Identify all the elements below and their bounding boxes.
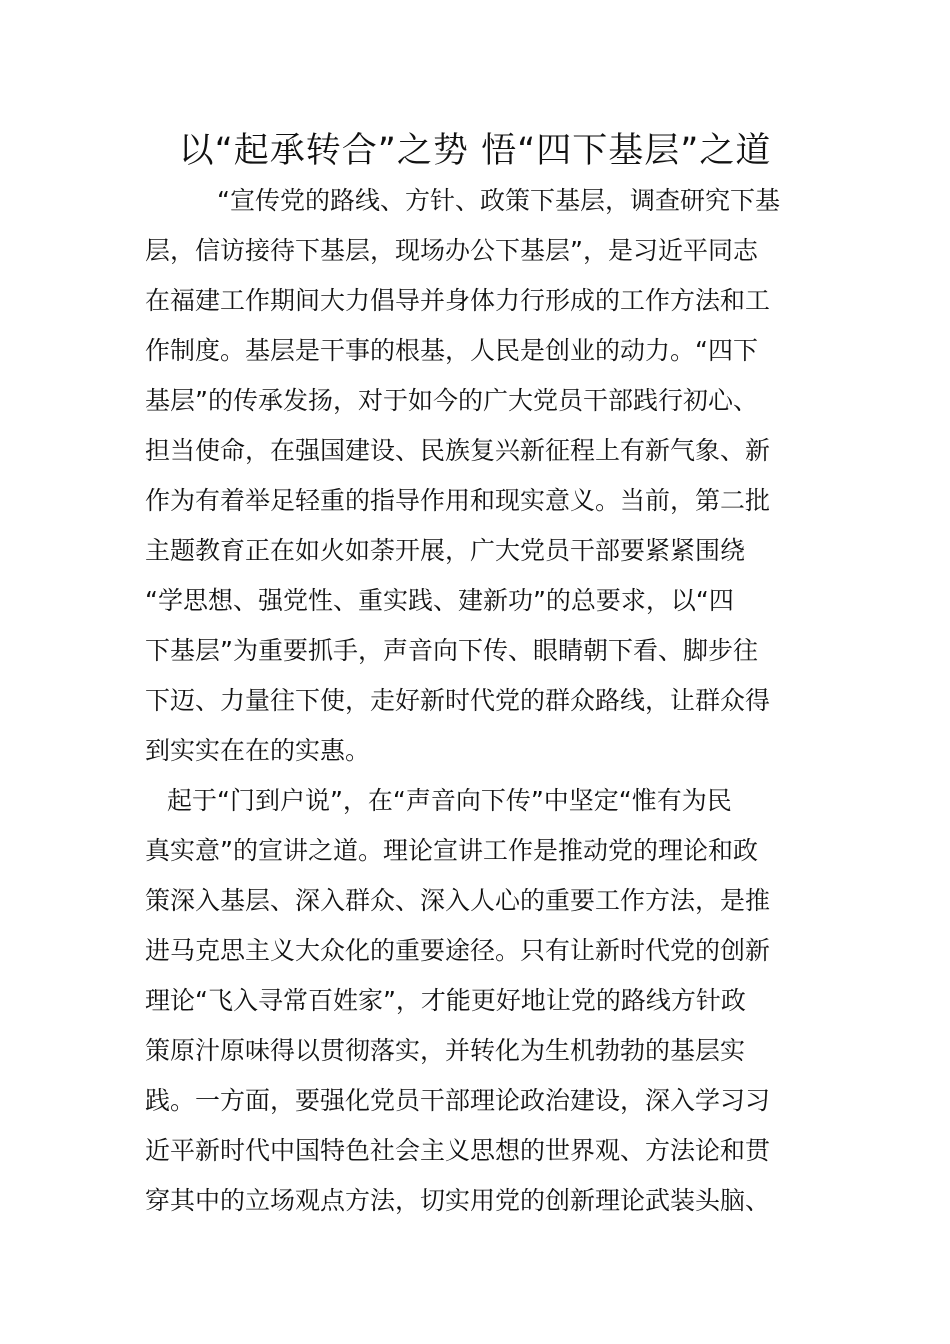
paragraph-line: 作为有着举足轻重的指导作用和现实意义。当前，第二批 [145,486,771,515]
paragraph-line: 在福建工作期间大力倡导并身体力行形成的工作方法和工 [145,286,771,315]
paragraph-line: 层，信访接待下基层，现场办公下基层”，是习近平同志 [145,236,758,265]
paragraph-line: “宣传党的路线、方针、政策下基层，调查研究下基 [217,186,780,215]
document-title: 以“起承转合”之势 悟“四下基层”之道 [178,131,772,171]
paragraph-line: 策深入基层、深入群众、深入人心的重要工作方法，是推 [145,886,771,915]
paragraph-line: 下迈、力量往下使，走好新时代党的群众路线，让群众得 [145,686,771,715]
paragraph-line: 践。一方面，要强化党员干部理论政治建设，深入学习习 [145,1086,771,1115]
paragraph-2 [145,776,815,1226]
paragraph-line: 担当使命，在强国建设、民族复兴新征程上有新气象、新 [145,436,771,465]
paragraph-line: 穿其中的立场观点方法，切实用党的创新理论武装头脑、 [145,1186,771,1215]
paragraph-line: 起于“门到户说”，在“声音向下传”中坚定“惟有为民 [167,786,732,815]
paragraph-1 [145,176,815,776]
paragraph-line: 近平新时代中国特色社会主义思想的世界观、方法论和贯 [145,1136,771,1165]
paragraph-line: 主题教育正在如火如荼开展，广大党员干部要紧紧围绕 [145,536,746,565]
paragraph-line: 真实意”的宣讲之道。理论宣讲工作是推动党的理论和政 [145,836,758,865]
paragraph-line: 进马克思主义大众化的重要途径。只有让新时代党的创新 [145,936,771,965]
paragraph-line: 下基层”为重要抓手，声音向下传、眼睛朝下看、脚步往 [145,636,758,665]
paragraph-line: “学思想、强党性、重实践、建新功”的总要求，以“四 [145,586,734,615]
paragraph-line: 到实实在在的实惠。 [145,736,371,765]
document-body [145,176,815,1226]
paragraph-line: 基层”的传承发扬，对于如今的广大党员干部践行初心、 [145,386,758,415]
paragraph-line: 理论“飞入寻常百姓家”，才能更好地让党的路线方针政 [145,986,746,1015]
paragraph-line: 策原汁原味得以贯彻落实，并转化为生机勃勃的基层实 [145,1036,746,1065]
paragraph-line: 作制度。基层是干事的根基，人民是创业的动力。“四下 [145,336,758,365]
